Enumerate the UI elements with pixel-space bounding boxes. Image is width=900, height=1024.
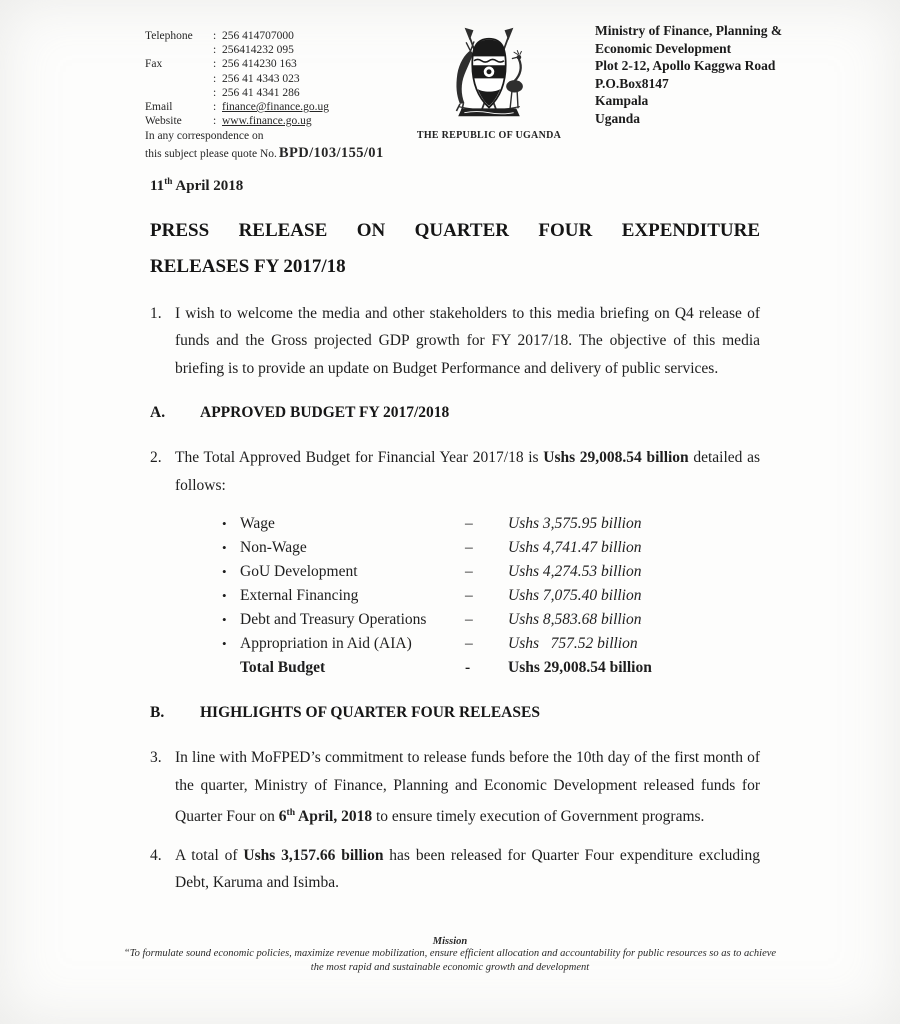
website-url: www.finance.go.ug — [222, 115, 312, 128]
address-line: Ministry of Finance, Planning & — [595, 23, 783, 38]
budget-row-aia: • Appropriation in Aid (AIA) – Ushs 757.52 billion — [222, 632, 760, 656]
budget-row-wage: • Wage – Ushs 3,575.95 billion — [222, 512, 760, 536]
budget-amount: Ushs 3,575.95 billion — [508, 515, 642, 533]
email-address: finance@finance.go.ug — [222, 101, 330, 114]
bullet-icon: • — [222, 564, 227, 580]
correspondence-note-line2: this subject please quote No. BPD/103/155/01 — [145, 144, 384, 161]
fax-number-2: 256 41 4343 023 — [222, 72, 300, 85]
correspondence-note-line1: In any correspondence on — [145, 130, 264, 143]
letterhead — [0, 0, 900, 161]
paragraph-text: In line with MoFPED’s commitment to release funds before the 10th day of the first month of the quarter, Ministry of Finance, Planning and Economic Development released funds for Quarter Four on 6th April, 2018 to ensure timely execution of Government programs. — [175, 749, 760, 826]
list-number: 2. — [150, 449, 162, 467]
contact-row-telephone: Telephone : 256 414707000 — [145, 30, 294, 42]
budget-amount: Ushs 7,075.40 billion — [508, 587, 642, 605]
paragraph-3 — [150, 744, 760, 831]
fax-number-3: 256 41 4341 286 — [222, 86, 300, 99]
budget-breakdown-list — [222, 512, 760, 680]
budget-row-gou-development: • GoU Development – Ushs 4,274.53 billion — [222, 560, 760, 584]
section-title: APPROVED BUDGET FY 2017/2018 — [200, 404, 450, 422]
mission-statement-line2: the most rapid and sustainable economic growth and development — [310, 962, 590, 973]
paragraph-text: A total of Ushs 3,157.66 billion has been released for Quarter Four expenditure excluding Debt, Karuma and Isimba. — [175, 846, 760, 892]
address-line: Economic Development — [595, 40, 732, 56]
telephone-number-2: 256414232 095 — [222, 44, 294, 57]
contact-row-fax: Fax : 256 414230 163 — [145, 58, 297, 71]
address-line: P.O.Box8147 — [595, 75, 669, 91]
section-a-heading — [150, 404, 760, 422]
contact-block — [145, 22, 405, 161]
budget-row-debt-treasury: • Debt and Treasury Operations – Ushs 8,583.68 billion — [222, 608, 760, 632]
fax-number: 256 414230 163 — [222, 58, 297, 71]
release-total-inline: Ushs 3,157.66 billion — [243, 846, 384, 864]
section-letter: A. — [150, 404, 166, 422]
mission-label: Mission — [432, 936, 468, 947]
paragraph-1 — [150, 300, 760, 383]
title-line-1: PRESS RELEASE ON QUARTER FOUR EXPENDITURE — [150, 219, 760, 241]
mission-footer — [0, 936, 900, 975]
title-line-2: RELEASES FY 2017/18 — [150, 255, 346, 277]
contact-label: Telephone — [145, 30, 193, 42]
paragraph-text: The Total Approved Budget for Financial Year 2017/18 is Ushs 29,008.54 billion detailed as follows: — [175, 449, 760, 494]
crane-icon — [506, 50, 523, 108]
list-number: 4. — [150, 846, 162, 864]
bullet-icon: • — [222, 636, 227, 652]
budget-amount: Ushs 757.52 billion — [508, 635, 638, 653]
budget-total-amount: Ushs 29,008.54 billion — [508, 659, 652, 677]
address-line: Plot 2-12, Apollo Kaggwa Road — [595, 58, 776, 73]
contact-row-fax-3: : 256 41 4341 286 — [145, 86, 405, 100]
contact-row-email: Email : finance@finance.go.ug — [145, 101, 330, 114]
bullet-icon: • — [222, 540, 227, 556]
document-date: 11th April 2018 — [150, 176, 244, 194]
contact-row-fax-2: : 256 41 4343 023 — [145, 72, 405, 86]
emblem-block — [405, 22, 573, 161]
telephone-number: 256 414707000 — [222, 30, 294, 42]
bullet-icon: • — [222, 588, 227, 604]
section-title: HIGHLIGHTS OF QUARTER FOUR RELEASES — [200, 704, 540, 722]
budget-row-non-wage: • Non-Wage – Ushs 4,741.47 billion — [222, 536, 760, 560]
mission-statement-line1: “To formulate sound economic policies, maximize revenue mobilization, ensure efficient allocation and accountability for public resources so as to achieve — [123, 948, 777, 959]
address-line: Uganda — [595, 110, 641, 126]
bullet-icon: • — [222, 612, 227, 628]
paragraph-2 — [150, 444, 760, 499]
reference-number: BPD/103/155/01 — [278, 144, 384, 161]
contact-row-website: Website : www.finance.go.ug — [145, 115, 312, 128]
uganda-coat-of-arms-icon — [423, 24, 555, 124]
contact-label — [145, 72, 213, 86]
ministry-address — [573, 22, 853, 161]
republic-caption: THE REPUBLIC OF UGANDA — [416, 130, 562, 141]
contact-label — [145, 43, 213, 57]
address-line: Kampala — [595, 93, 649, 108]
section-letter: B. — [150, 704, 165, 722]
list-number: 1. — [150, 304, 162, 322]
contact-row-telephone-2: : 256414232 095 — [145, 43, 405, 57]
document-title — [150, 213, 760, 285]
contact-label: Fax — [145, 58, 163, 71]
bullet-icon: • — [222, 516, 227, 532]
antelope-icon — [456, 41, 474, 111]
budget-row-total: Total Budget - Ushs 29,008.54 billion — [222, 656, 760, 680]
budget-total-inline: Ushs 29,008.54 billion — [543, 449, 689, 467]
budget-amount: Ushs 8,583.68 billion — [508, 611, 642, 629]
paragraph-text: I wish to welcome the media and other stakeholders to this media briefing on Q4 release of funds and the Gross projected GDP growth for FY 2017/18. The objective of this media briefing is to provide an update on Budget Performance and delivery of public services. — [175, 304, 760, 377]
contact-label: Email — [145, 101, 173, 114]
contact-label: Website — [145, 115, 182, 128]
paragraph-4 — [150, 842, 760, 897]
budget-amount: Ushs 4,741.47 billion — [508, 539, 642, 557]
section-b-heading — [150, 704, 760, 722]
motto-ribbon — [458, 108, 520, 116]
document-body — [0, 177, 900, 897]
budget-amount: Ushs 4,274.53 billion — [508, 563, 642, 581]
budget-row-external-financing: • External Financing – Ushs 7,075.40 billion — [222, 584, 760, 608]
release-date-inline: 6th April, 2018 — [278, 807, 373, 826]
contact-label — [145, 86, 213, 100]
list-number: 3. — [150, 749, 162, 767]
